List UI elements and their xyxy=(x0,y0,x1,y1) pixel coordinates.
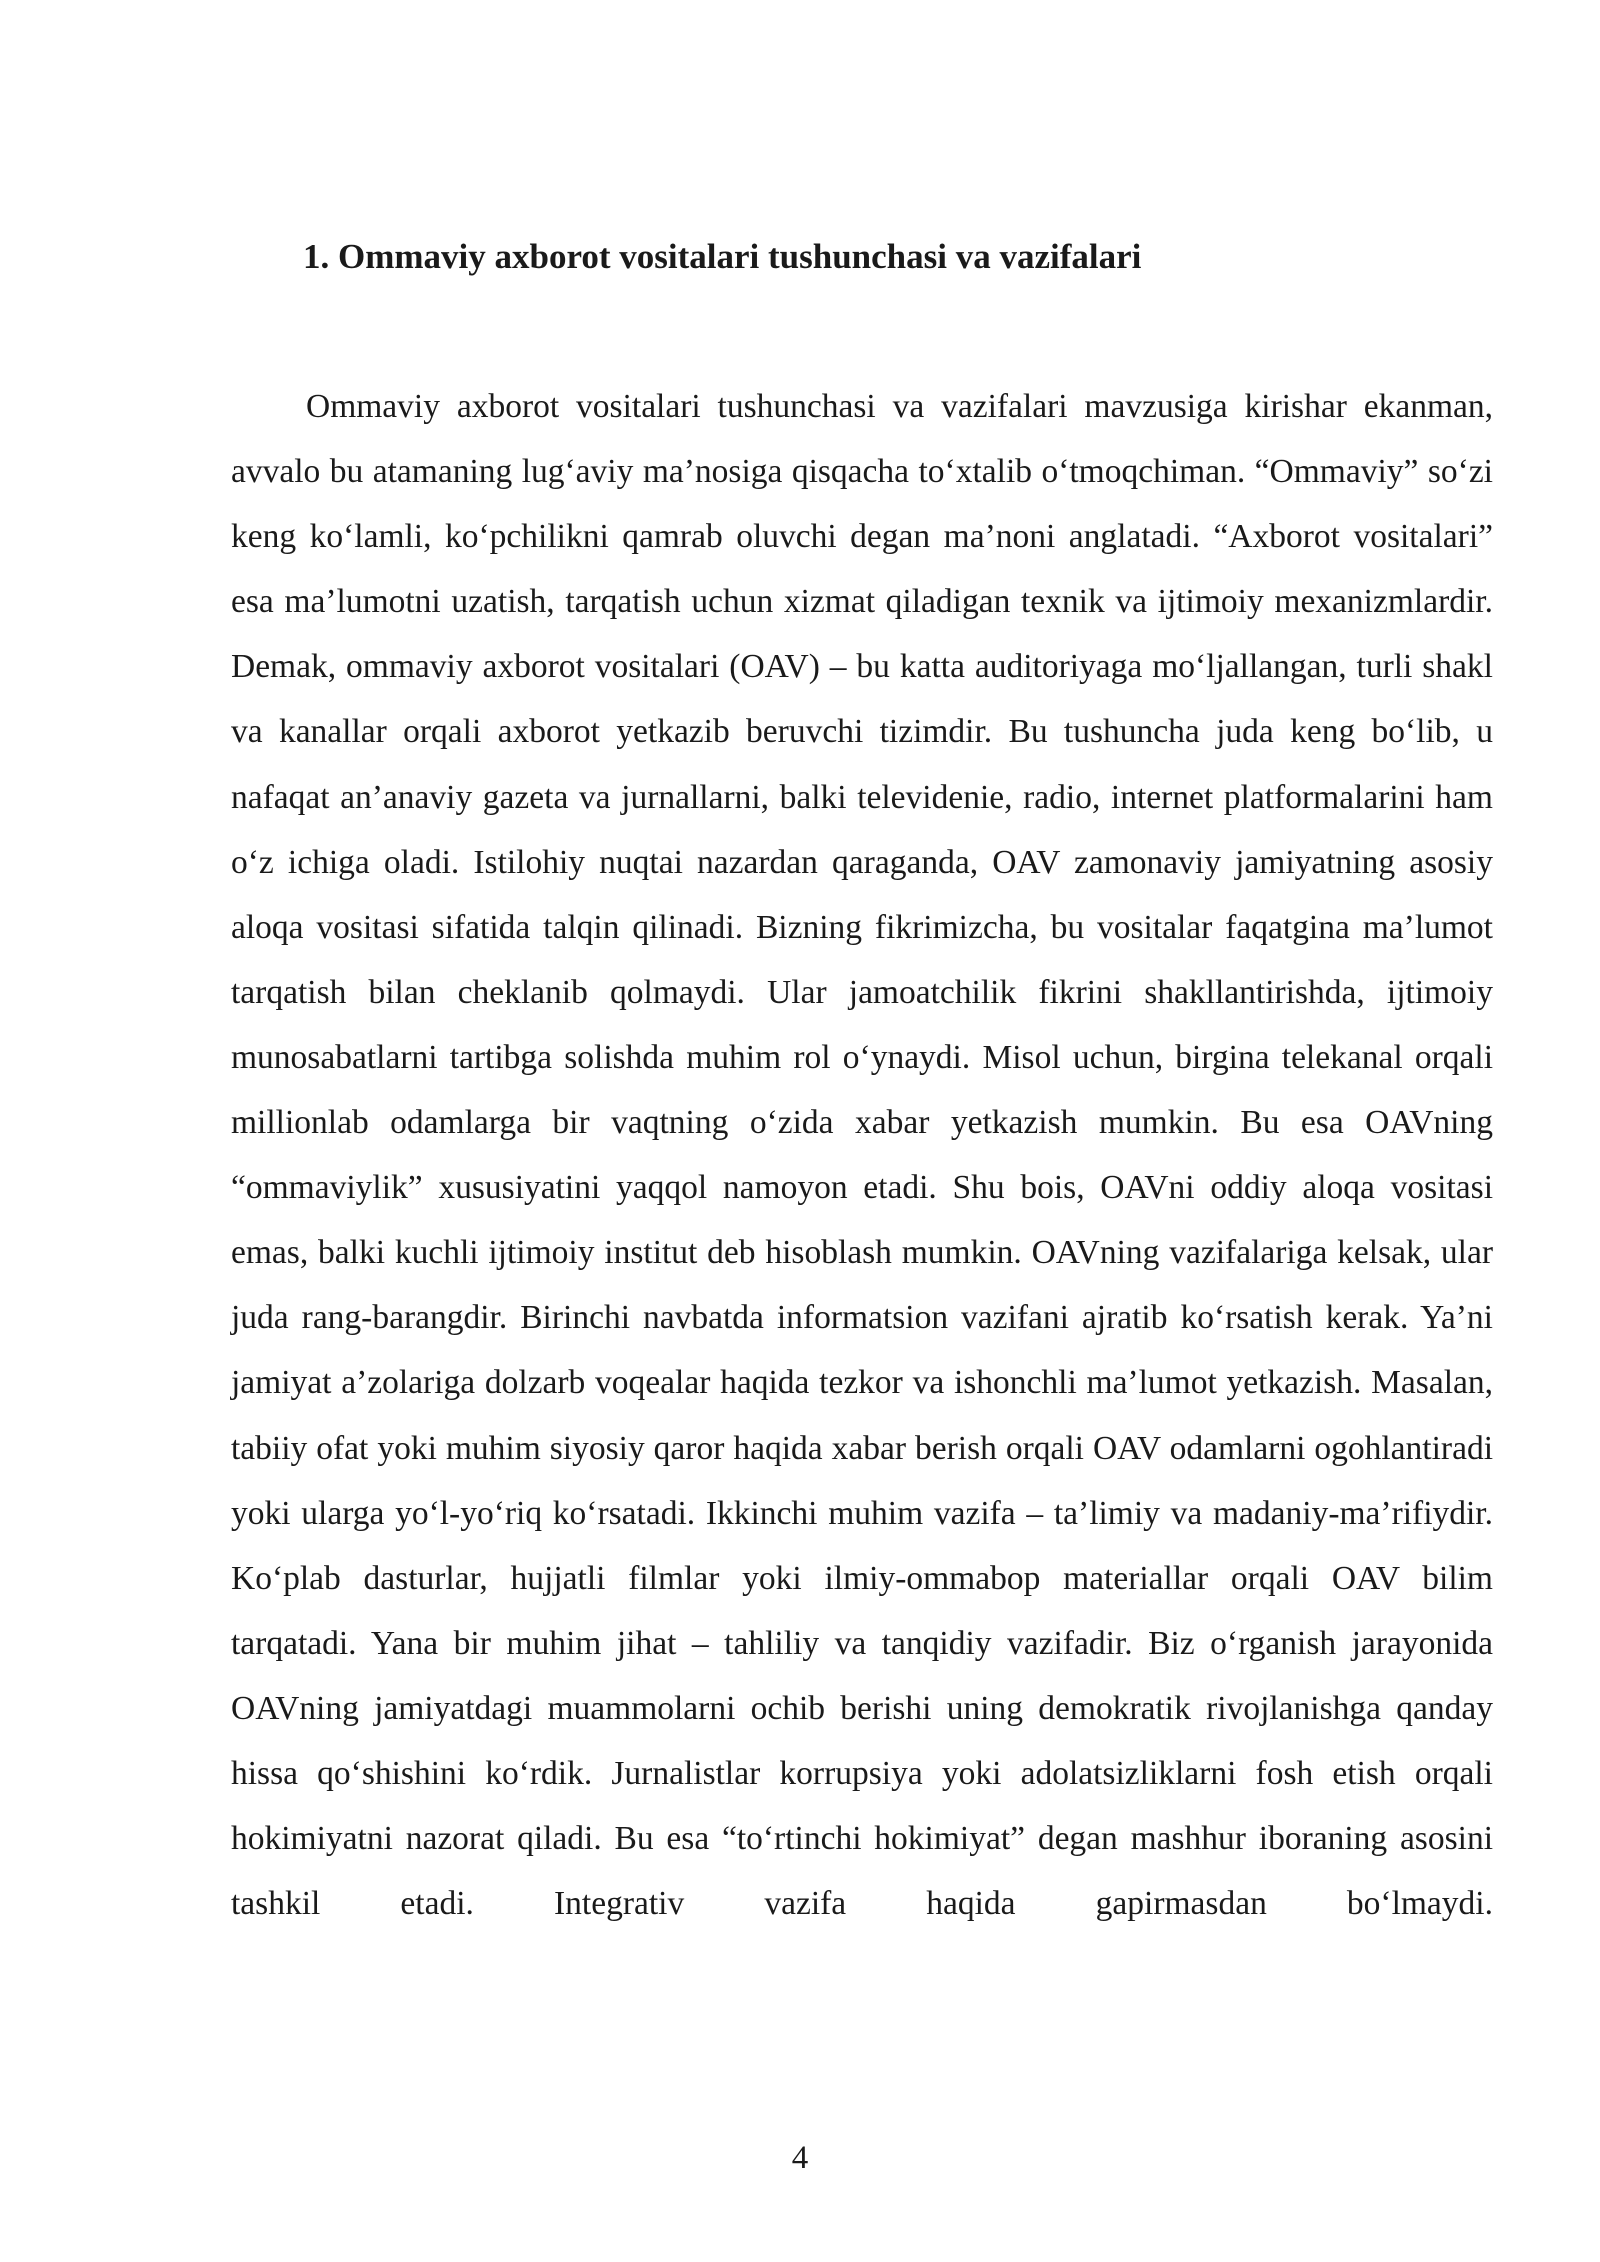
page-number: 4 xyxy=(791,2140,809,2176)
section-heading: 1. Ommaviy axborot vositalari tushunchasi va vazifalari xyxy=(303,237,1142,276)
body-paragraph: Ommaviy axborot vositalari tushunchasi va vazifalari mavzusiga kirishar ekanman, avvalo bu atamaning lug‘aviy ma’nosiga qisqacha to‘xtalib o‘tmoqchiman. “Ommaviy” so‘zi keng ko‘lamli, ko‘pchilikni qamrab oluvchi degan ma’noni anglatadi. “Axborot vositalari” esa ma’lumotni uzatish, tarqatish uchun xizmat qiladigan texnik va ijtimoiy mexanizmlardir. Demak, ommaviy axborot vositalari (OAV) – bu katta auditoriyaga mo‘ljallangan, turli shakl va kanallar orqali axborot yetkazib beruvchi tizimdir. Bu tushuncha juda keng bo‘lib, u nafaqat an’anaviy gazeta va jurnallarni, balki televidenie, radio, internet platformalarini ham o‘z ichiga oladi. Istilohiy nuqtai nazardan qaraganda, OAV zamonaviy jamiyatning asosiy aloqa vositasi sifatida talqin qilinadi. Bizning fikrimizcha, bu vositalar faqatgina ma’lumot tarqatish bilan cheklanib qolmaydi. Ular jamoatchilik fikrini shakllantirishda, ijtimoiy munosabatlarni tartibga solishda muhim rol o‘ynaydi. Misol uchun, birgina telekanal orqali millionlab odamlarga bir vaqtning o‘zida xabar yetkazish mumkin. Bu esa OAVning “ommaviylik” xususiyatini yaqqol namoyon etadi. Shu bois, OAVni oddiy aloqa vositasi emas, balki kuchli ijtimoiy institut deb hisoblash mumkin. OAVning vazifalariga kelsak, ular juda rang-barangdir. Birinchi navbatda informatsion vazifani ajratib ko‘rsatish kerak. Ya’ni jamiyat a’zolariga dolzarb voqealar haqida tezkor va ishonchli ma’lumot yetkazish. Masalan, tabiiy ofat yoki muhim siyosiy qaror haqida xabar berish orqali OAV odamlarni ogohlantiradi yoki ularga yo‘l-yo‘riq ko‘rsatadi. Ikkinchi muhim vazifa – ta’limiy va madaniy-ma’rifiydir. Ko‘plab dasturlar, hujjatli filmlar yoki ilmiy-ommabop materiallar orqali OAV bilim tarqatadi. Yana bir muhim jihat – tahliliy va tanqidiy vazifadir. Biz o‘rganish jarayonida OAVning jamiyatdagi muammolarni ochib berishi uning demokratik rivojlanishga qanday hissa qo‘shishini ko‘rdik. Jurnalistlar korrupsiya yoki adolatsizliklarni fosh etish orqali hokimiyatni nazorat qiladi. Bu esa “to‘rtinchi hokimiyat” degan mashhur iboraning asosini tashkil etadi. Integrativ vazifa haqida gapirmasdan bo‘lmaydi. xyxy=(231,388,1493,1923)
